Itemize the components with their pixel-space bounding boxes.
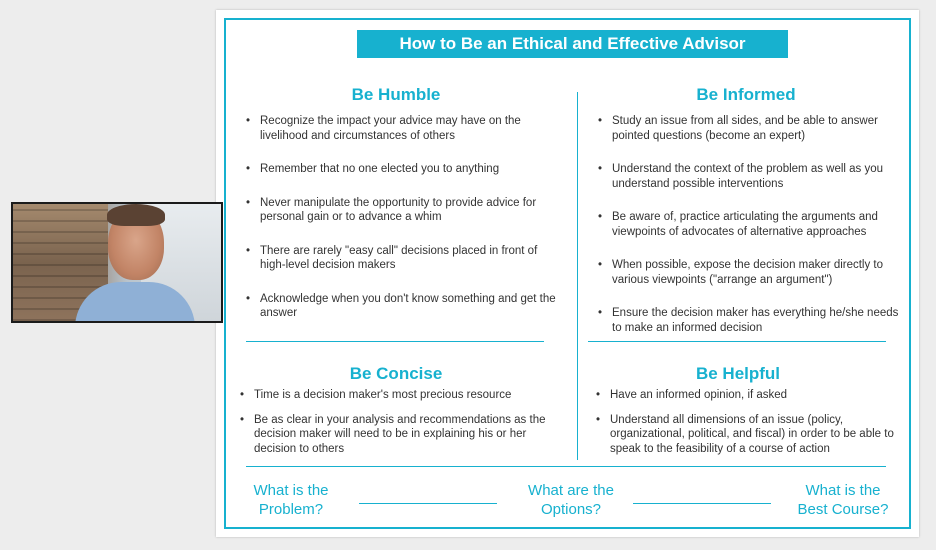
list-item: • Understand all dimensions of an issue (policy, organizational, political, and fiscal) in order to be able to speak to the feasibility of a course of action — [596, 413, 906, 457]
list-be-helpful — [596, 388, 906, 456]
flow-connector-2 — [633, 503, 771, 504]
list-item: • Ensure the decision maker has everything he/she needs to make an informed decision — [598, 306, 903, 335]
list-item: • Recognize the impact your advice may have on the livelihood and circumstances of others — [246, 114, 564, 143]
flow-course-line1: What is the — [805, 482, 881, 499]
left-section-divider — [246, 341, 544, 342]
flow-options — [506, 481, 636, 519]
flow-problem — [236, 481, 346, 519]
slide-title: How to Be an Ethical and Effective Advisor — [357, 30, 788, 58]
participant-video-tile[interactable] — [11, 202, 223, 323]
list-item: • Never manipulate the opportunity to provide advice for personal gain or to advance a whim — [246, 196, 564, 225]
vertical-divider — [577, 92, 578, 460]
flow-options-line1: What are the — [528, 482, 614, 499]
presentation-slide — [216, 10, 919, 537]
list-be-informed — [598, 114, 903, 335]
slide-frame — [224, 18, 911, 529]
list-item: • Time is a decision maker's most precious resource — [240, 388, 562, 403]
heading-be-informed: Be Informed — [696, 85, 796, 104]
list-item: • Acknowledge when you don't know something and get the answer — [246, 292, 564, 321]
flow-problem-line1: What is the — [253, 482, 329, 499]
flow-course-line2: Best Course? — [797, 501, 889, 518]
flow-problem-line2: Problem? — [258, 501, 324, 518]
list-item: • Be as clear in your analysis and recommendations as the decision maker will need to be in explaining his or her decision to others — [240, 413, 562, 457]
list-item: • Study an issue from all sides, and be able to answer pointed questions (become an expert) — [598, 114, 903, 143]
list-item: • Remember that no one elected you to anything — [246, 162, 564, 177]
list-item: • There are rarely "easy call" decisions placed in front of high-level decision makers — [246, 244, 564, 273]
heading-be-humble: Be Humble — [351, 85, 441, 104]
list-item: • Have an informed opinion, if asked — [596, 388, 906, 403]
flow-options-line2: Options? — [540, 501, 602, 518]
heading-be-helpful: Be Helpful — [695, 364, 781, 383]
list-be-humble — [246, 114, 564, 321]
list-item: • When possible, expose the decision maker directly to various viewpoints ("arrange an argument") — [598, 258, 903, 287]
list-item: • Be aware of, practice articulating the arguments and viewpoints of advocates of alternative approaches — [598, 210, 903, 239]
heading-be-concise: Be Concise — [349, 364, 443, 383]
right-section-divider — [588, 341, 886, 342]
list-be-concise — [240, 388, 562, 456]
list-item: • Understand the context of the problem as well as you understand possible interventions — [598, 162, 903, 191]
flow-best-course — [784, 481, 902, 519]
flow-divider — [246, 466, 886, 467]
participant-hair — [107, 204, 165, 226]
flow-connector-1 — [359, 503, 497, 504]
